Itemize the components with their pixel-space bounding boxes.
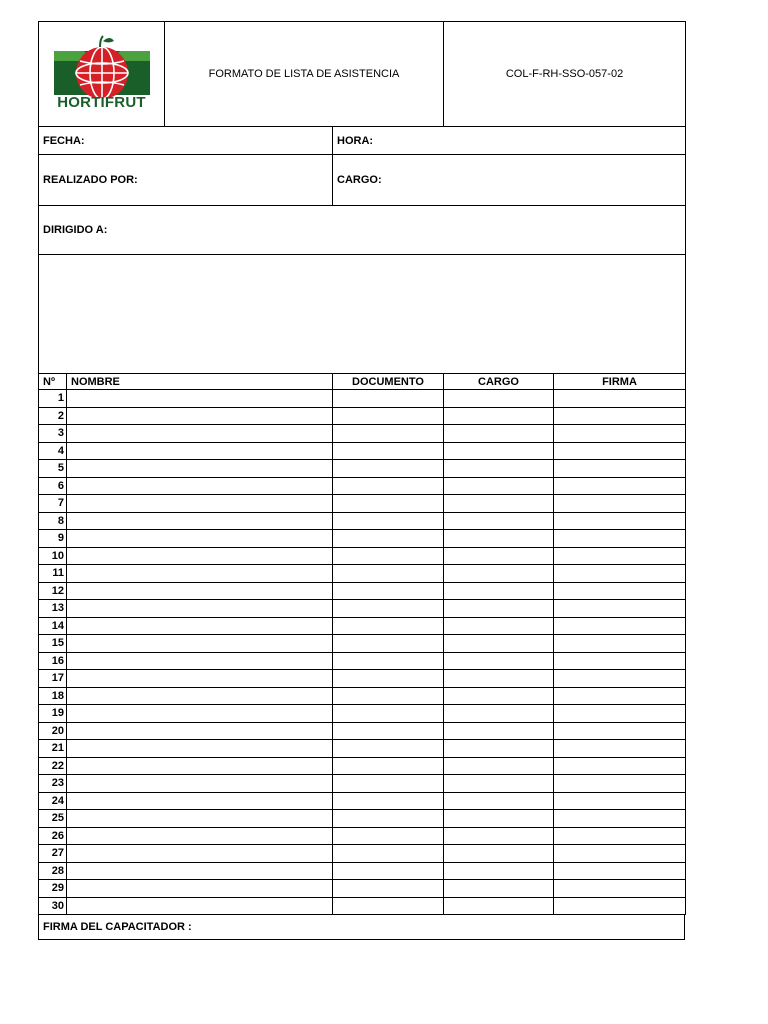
firma-cell[interactable]: [554, 722, 686, 740]
firma-cell[interactable]: [554, 460, 686, 478]
table-row: [39, 792, 686, 810]
form-header-table: [38, 21, 686, 374]
row-number: 15: [39, 635, 67, 653]
table-row: [39, 547, 686, 565]
cargo-cell[interactable]: [444, 740, 554, 758]
table-row: [39, 670, 686, 688]
cargo-cell[interactable]: [444, 827, 554, 845]
row-number: 27: [39, 845, 67, 863]
nombre-cell[interactable]: [67, 512, 333, 530]
nombre-cell[interactable]: [67, 617, 333, 635]
table-row: [39, 617, 686, 635]
cargo-cell[interactable]: [444, 582, 554, 600]
nombre-cell[interactable]: [67, 495, 333, 513]
nombre-cell[interactable]: [67, 600, 333, 618]
firma-cell[interactable]: [554, 600, 686, 618]
documento-cell[interactable]: [333, 425, 444, 443]
firma-cell[interactable]: [554, 390, 686, 408]
row-number: 7: [39, 495, 67, 513]
documento-cell[interactable]: [333, 862, 444, 880]
table-row: [39, 407, 686, 425]
documento-cell[interactable]: [333, 460, 444, 478]
nombre-cell[interactable]: [67, 810, 333, 828]
table-row: [39, 635, 686, 653]
nombre-cell[interactable]: [67, 757, 333, 775]
row-number: 9: [39, 530, 67, 548]
table-row: [39, 425, 686, 443]
logo-cell: [39, 22, 165, 127]
cargo-cell[interactable]: [444, 880, 554, 898]
firma-cell[interactable]: [554, 740, 686, 758]
firma-cell[interactable]: [554, 530, 686, 548]
table-row: [39, 565, 686, 583]
row-number: 30: [39, 897, 67, 915]
firma-cell[interactable]: [554, 757, 686, 775]
documento-cell[interactable]: [333, 565, 444, 583]
row-number: 28: [39, 862, 67, 880]
firma-cell[interactable]: [554, 652, 686, 670]
row-number: 6: [39, 477, 67, 495]
cargo-cell[interactable]: [444, 495, 554, 513]
table-body: [39, 390, 686, 915]
table-row: [39, 687, 686, 705]
nombre-cell[interactable]: [67, 582, 333, 600]
table-row: [39, 722, 686, 740]
documento-cell[interactable]: [333, 582, 444, 600]
documento-cell[interactable]: [333, 810, 444, 828]
cargo-cell[interactable]: [444, 407, 554, 425]
nombre-cell[interactable]: [67, 460, 333, 478]
nombre-cell[interactable]: [67, 390, 333, 408]
row-number: 14: [39, 617, 67, 635]
row-number: 26: [39, 827, 67, 845]
documento-cell[interactable]: [333, 687, 444, 705]
documento-cell[interactable]: [333, 845, 444, 863]
nombre-cell[interactable]: [67, 845, 333, 863]
table-row: [39, 880, 686, 898]
documento-cell[interactable]: [333, 600, 444, 618]
documento-cell[interactable]: [333, 792, 444, 810]
column-header-documento: DOCUMENTO: [333, 374, 444, 390]
row-number: 12: [39, 582, 67, 600]
firma-cell[interactable]: [554, 477, 686, 495]
firma-cell[interactable]: [554, 862, 686, 880]
row-number: 25: [39, 810, 67, 828]
nombre-cell[interactable]: [67, 565, 333, 583]
cargo-cell[interactable]: [444, 705, 554, 723]
column-header-nombre: NOMBRE: [67, 374, 333, 390]
table-row: [39, 705, 686, 723]
table-row: [39, 862, 686, 880]
nombre-cell[interactable]: [67, 442, 333, 460]
firma-cell[interactable]: [554, 425, 686, 443]
cargo-cell[interactable]: [444, 897, 554, 915]
nombre-cell[interactable]: [67, 635, 333, 653]
firma-cell[interactable]: [554, 687, 686, 705]
documento-cell[interactable]: [333, 442, 444, 460]
table-row: [39, 530, 686, 548]
cargo-cell[interactable]: [444, 670, 554, 688]
documento-cell[interactable]: [333, 495, 444, 513]
firma-cell[interactable]: [554, 670, 686, 688]
row-number: 17: [39, 670, 67, 688]
hortifrut-logo-mark: [54, 35, 150, 99]
cargo-cell[interactable]: [444, 792, 554, 810]
nombre-cell[interactable]: [67, 775, 333, 793]
table-row: [39, 390, 686, 408]
table-row: [39, 740, 686, 758]
form-code: COL-F-RH-SSO-057-02: [444, 22, 686, 127]
table-row: [39, 512, 686, 530]
documento-cell[interactable]: [333, 775, 444, 793]
nombre-cell[interactable]: [67, 652, 333, 670]
cargo-cell[interactable]: [444, 460, 554, 478]
firma-cell[interactable]: [554, 705, 686, 723]
row-number: 16: [39, 652, 67, 670]
documento-cell[interactable]: [333, 827, 444, 845]
documento-cell[interactable]: [333, 547, 444, 565]
attendance-form: [38, 21, 685, 940]
cargo-field[interactable]: CARGO:: [333, 155, 686, 206]
nombre-cell[interactable]: [67, 740, 333, 758]
table-row: [39, 827, 686, 845]
cargo-cell[interactable]: [444, 845, 554, 863]
nombre-cell[interactable]: [67, 792, 333, 810]
firma-cell[interactable]: [554, 810, 686, 828]
firma-cell[interactable]: [554, 495, 686, 513]
table-header-row: [39, 374, 686, 390]
documento-cell[interactable]: [333, 757, 444, 775]
firma-cell[interactable]: [554, 407, 686, 425]
table-row: [39, 600, 686, 618]
row-number: 22: [39, 757, 67, 775]
firma-cell[interactable]: [554, 792, 686, 810]
table-row: [39, 652, 686, 670]
fecha-field[interactable]: FECHA:: [39, 127, 333, 155]
row-number: 11: [39, 565, 67, 583]
hortifrut-logo: [54, 35, 150, 113]
cargo-cell[interactable]: [444, 477, 554, 495]
nombre-cell[interactable]: [67, 477, 333, 495]
firma-cell[interactable]: [554, 845, 686, 863]
nombre-cell[interactable]: [67, 687, 333, 705]
cargo-cell[interactable]: [444, 687, 554, 705]
firma-cell[interactable]: [554, 617, 686, 635]
documento-cell[interactable]: [333, 740, 444, 758]
documento-cell[interactable]: [333, 477, 444, 495]
cargo-cell[interactable]: [444, 775, 554, 793]
row-number: 29: [39, 880, 67, 898]
cargo-cell[interactable]: [444, 862, 554, 880]
nombre-cell[interactable]: [67, 880, 333, 898]
nombre-cell[interactable]: [67, 547, 333, 565]
column-header-firma: FIRMA: [554, 374, 686, 390]
documento-cell[interactable]: [333, 512, 444, 530]
row-number: 21: [39, 740, 67, 758]
row-number: 3: [39, 425, 67, 443]
firma-capacitador-field[interactable]: FIRMA DEL CAPACITADOR :: [39, 915, 685, 940]
cargo-cell[interactable]: [444, 652, 554, 670]
documento-cell[interactable]: [333, 635, 444, 653]
table-row: [39, 897, 686, 915]
firma-cell[interactable]: [554, 565, 686, 583]
attendance-table: [38, 373, 686, 915]
row-number: 10: [39, 547, 67, 565]
row-number: 4: [39, 442, 67, 460]
table-row: [39, 810, 686, 828]
nombre-cell[interactable]: [67, 670, 333, 688]
table-row: [39, 477, 686, 495]
documento-cell[interactable]: [333, 530, 444, 548]
cargo-cell[interactable]: [444, 425, 554, 443]
nombre-cell[interactable]: [67, 862, 333, 880]
nombre-cell[interactable]: [67, 530, 333, 548]
firma-cell[interactable]: [554, 512, 686, 530]
cargo-cell[interactable]: [444, 390, 554, 408]
cargo-cell[interactable]: [444, 547, 554, 565]
firma-cell[interactable]: [554, 897, 686, 915]
nombre-cell[interactable]: [67, 897, 333, 915]
nombre-cell[interactable]: [67, 722, 333, 740]
row-number: 24: [39, 792, 67, 810]
row-number: 19: [39, 705, 67, 723]
firma-cell[interactable]: [554, 880, 686, 898]
form-title: FORMATO DE LISTA DE ASISTENCIA: [165, 22, 444, 127]
firma-cell[interactable]: [554, 547, 686, 565]
row-number: 20: [39, 722, 67, 740]
cargo-cell[interactable]: [444, 617, 554, 635]
documento-cell[interactable]: [333, 670, 444, 688]
cargo-cell[interactable]: [444, 635, 554, 653]
table-row: [39, 757, 686, 775]
column-header-number: Nº: [39, 374, 67, 390]
firma-cell[interactable]: [554, 582, 686, 600]
table-row: [39, 582, 686, 600]
firma-cell[interactable]: [554, 827, 686, 845]
nombre-cell[interactable]: [67, 827, 333, 845]
cargo-cell[interactable]: [444, 512, 554, 530]
cargo-cell[interactable]: [444, 757, 554, 775]
cargo-cell[interactable]: [444, 530, 554, 548]
table-row: [39, 495, 686, 513]
firma-cell[interactable]: [554, 442, 686, 460]
table-row: [39, 460, 686, 478]
footer-table: [38, 914, 685, 940]
cargo-cell[interactable]: [444, 442, 554, 460]
documento-cell[interactable]: [333, 880, 444, 898]
row-number: 23: [39, 775, 67, 793]
documento-cell[interactable]: [333, 390, 444, 408]
firma-cell[interactable]: [554, 635, 686, 653]
row-number: 13: [39, 600, 67, 618]
row-number: 2: [39, 407, 67, 425]
row-number: 5: [39, 460, 67, 478]
documento-cell[interactable]: [333, 407, 444, 425]
row-number: 18: [39, 687, 67, 705]
nombre-cell[interactable]: [67, 407, 333, 425]
row-number: 1: [39, 390, 67, 408]
documento-cell[interactable]: [333, 652, 444, 670]
row-number: 8: [39, 512, 67, 530]
nombre-cell[interactable]: [67, 425, 333, 443]
table-row: [39, 845, 686, 863]
column-header-cargo: CARGO: [444, 374, 554, 390]
table-row: [39, 775, 686, 793]
cargo-cell[interactable]: [444, 600, 554, 618]
realizado-por-field[interactable]: REALIZADO POR:: [39, 155, 333, 206]
table-row: [39, 442, 686, 460]
documento-cell[interactable]: [333, 705, 444, 723]
nombre-cell[interactable]: [67, 705, 333, 723]
hora-field[interactable]: HORA:: [333, 127, 686, 155]
dirigido-a-field[interactable]: DIRIGIDO A:: [39, 206, 686, 255]
cargo-cell[interactable]: [444, 810, 554, 828]
logo-text: HORTIFRUT: [57, 94, 146, 111]
firma-cell[interactable]: [554, 775, 686, 793]
documento-cell[interactable]: [333, 722, 444, 740]
cargo-cell[interactable]: [444, 722, 554, 740]
documento-cell[interactable]: [333, 897, 444, 915]
blank-area: [39, 255, 686, 374]
documento-cell[interactable]: [333, 617, 444, 635]
cargo-cell[interactable]: [444, 565, 554, 583]
